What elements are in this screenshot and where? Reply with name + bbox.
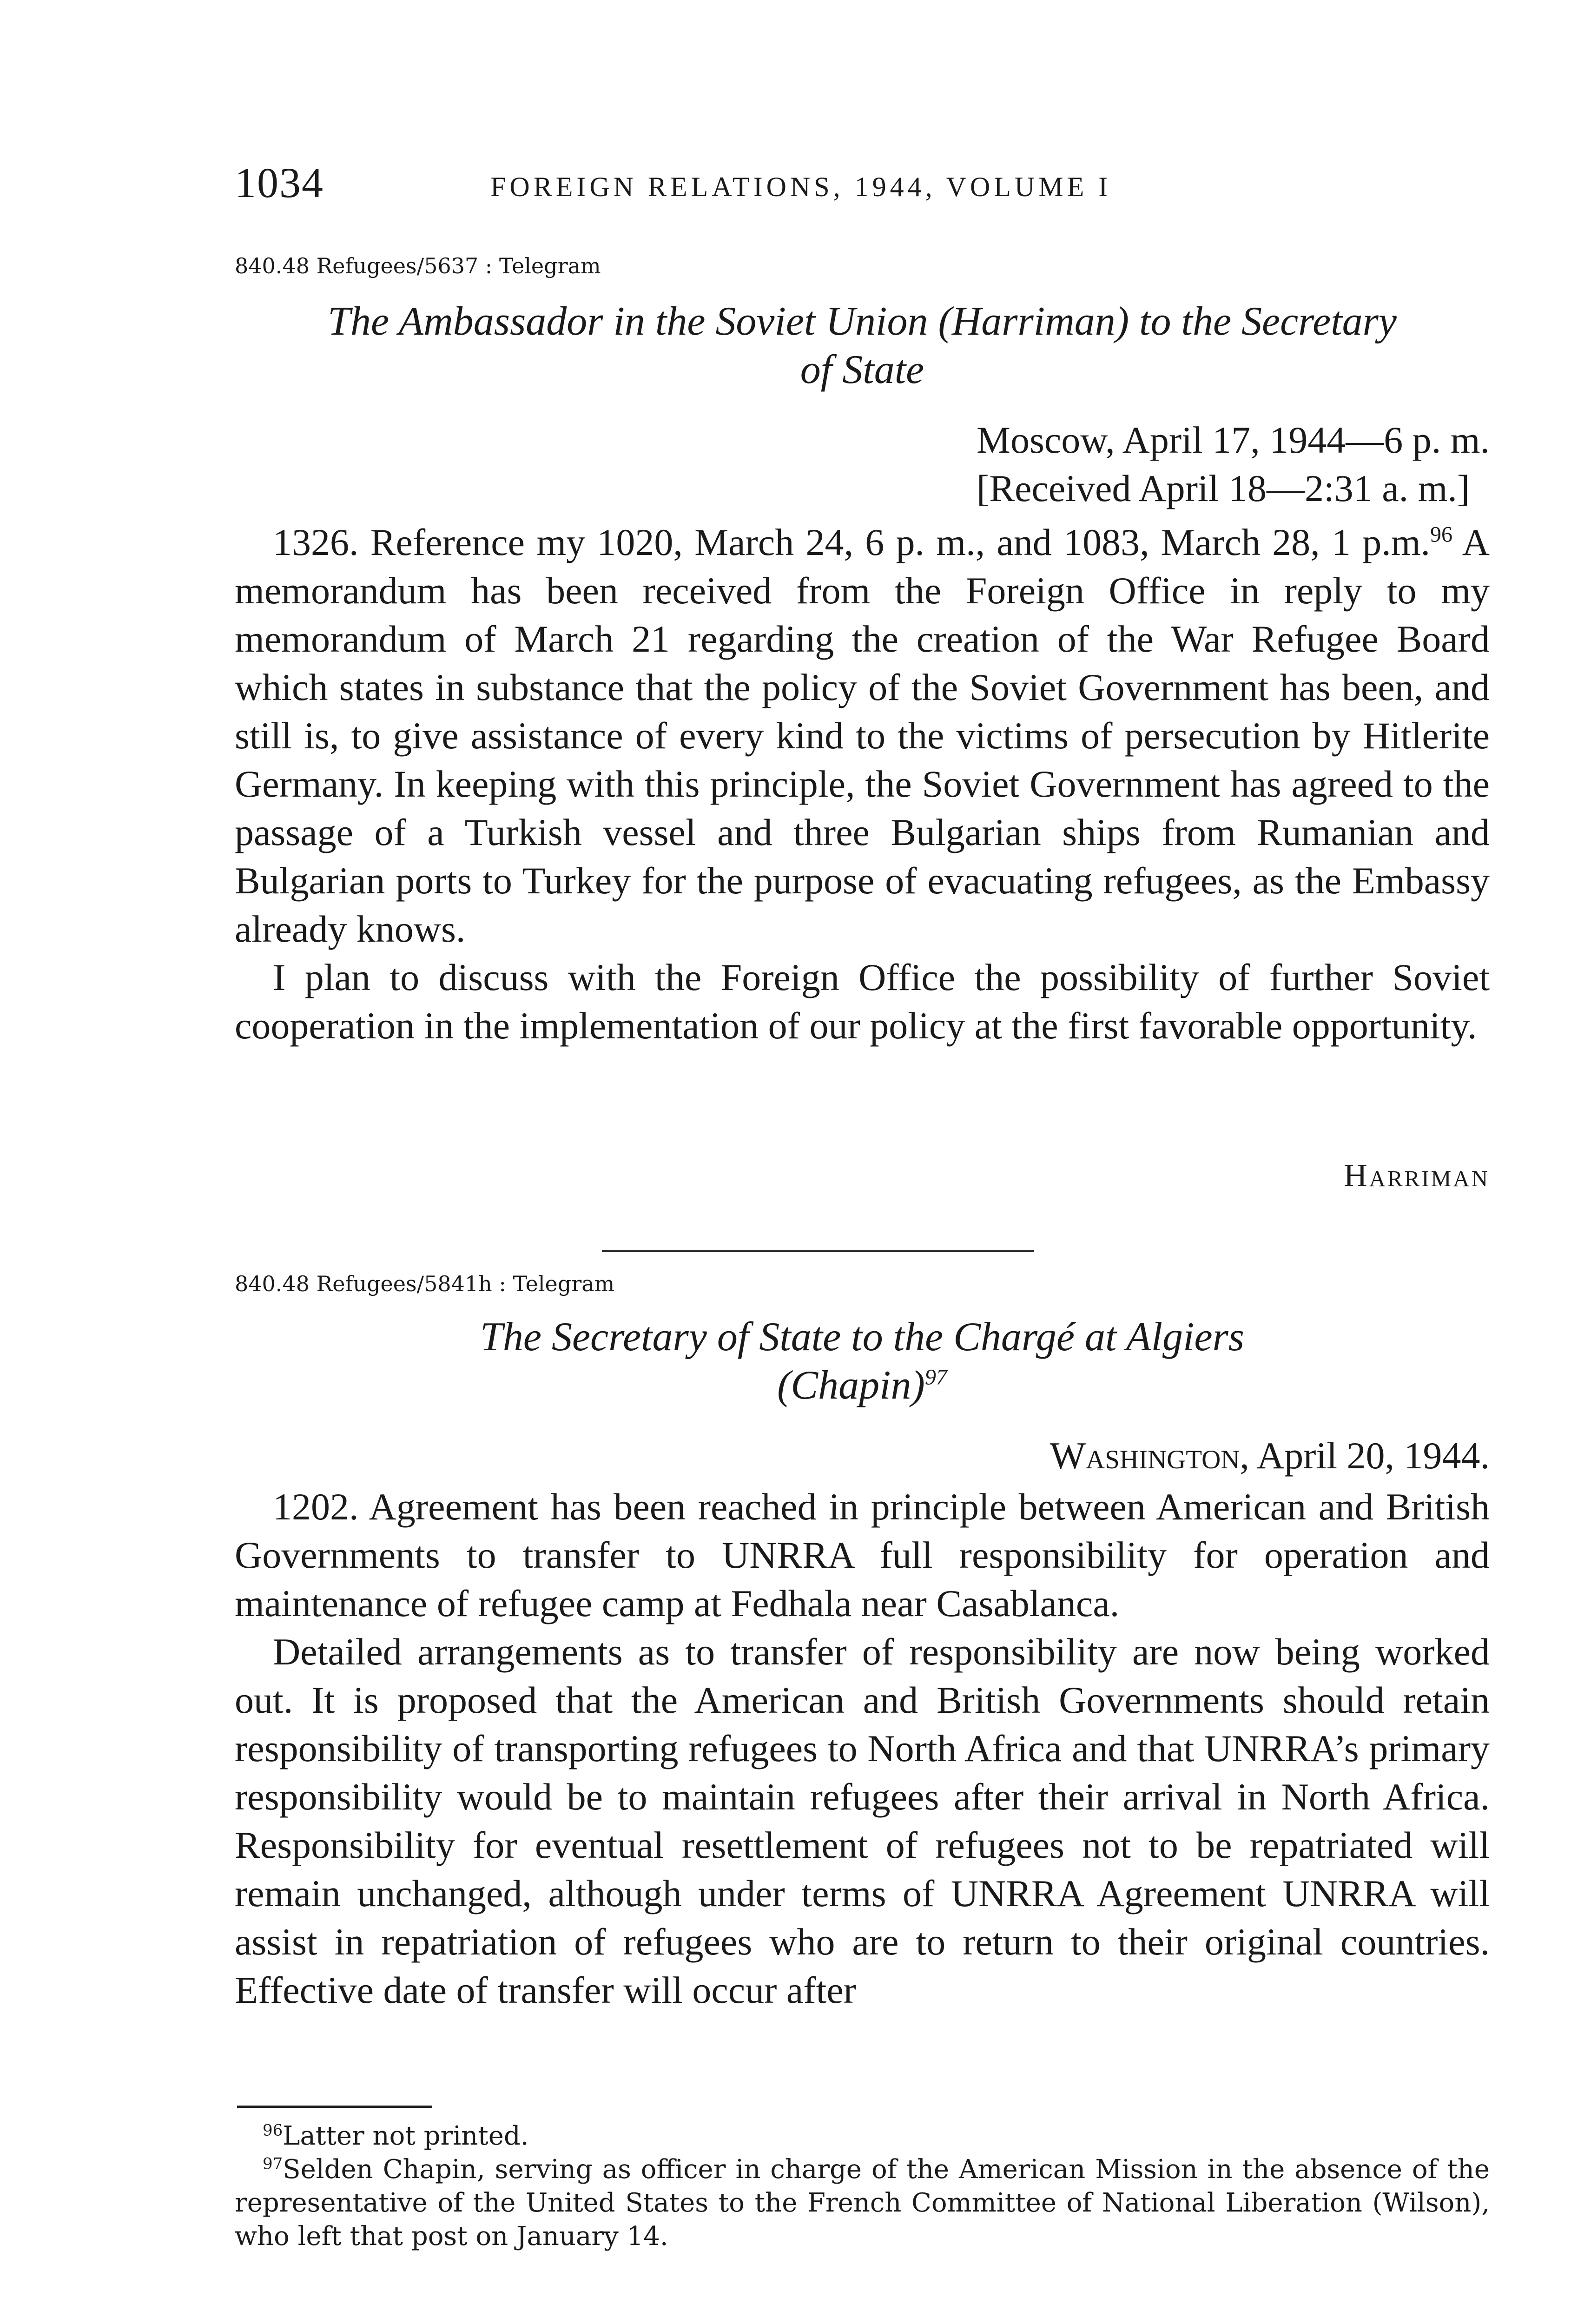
dateline-1-place-date: Moscow, April 17, 1944—6 p. m.: [977, 419, 1490, 461]
page-number: 1034: [235, 159, 324, 206]
document-title-2-line1: The Secretary of State to the Chargé at Algiers: [480, 1314, 1245, 1360]
footnote-96: [235, 2119, 1490, 2153]
document-2-paragraph-2: Detailed arrangements as to transfer of responsibility are now being worked out. It is proposed that the American and British Governments should retain responsibility of transporting refugees to North Africa and that UNRRA’s primary responsibility would be to maintain refugees after their arrival in North Africa. Responsibility for eventual resettlement of refugees not to be repatriated will remain unchanged, although under terms of UNRRA Agreement UNRRA will assist in repatriation of refugees who are to return to their original countries. Effective date of transfer will occur after: [235, 1631, 1490, 2011]
footnote-97: [235, 2153, 1490, 2253]
document-title-1-line1: The Ambassador in the Soviet Union (Harriman) to the Secretary: [328, 299, 1397, 344]
document-separator-rule: [602, 1250, 1034, 1252]
document-1-body: [235, 518, 1490, 1050]
document-title-1-line2: of State: [800, 347, 924, 392]
file-reference-2: 840.48 Refugees/5841h : Telegram: [235, 1271, 615, 1296]
footnote-rule: [237, 2106, 432, 2108]
document-title-2-line2: [235, 1361, 1490, 1410]
footnote-97-text: Selden Chapin, serving as officer in charge of the American Mission in the absence of the representative of the United States to the French Committee of National Liberation (Wilson), who left that post on January 14.: [235, 2154, 1490, 2251]
footnote-ref-96: 96: [1430, 522, 1453, 547]
document-1-paragraph-2: I plan to discuss with the Foreign Office the possibility of further Soviet cooperation in the implementation of our policy at the first favorable opportunity.: [235, 956, 1490, 1047]
dateline-1-received: [Received April 18—2:31 a. m.]: [977, 467, 1470, 509]
footnote-97-mark: 97: [263, 2154, 283, 2173]
paragraph-1-text-a: 1326. Reference my 1020, March 24, 6 p. m., and 1083, March 28, 1 p.m.: [273, 521, 1431, 563]
footnote-ref-97: 97: [924, 1365, 947, 1390]
dateline-2-place: Washington: [1050, 1434, 1240, 1477]
footnotes: [235, 2119, 1490, 2253]
dateline-2: [1050, 1432, 1490, 1480]
document-title-1: [235, 297, 1490, 394]
document-2-body: [235, 1483, 1490, 2014]
footnote-96-mark: 96: [263, 2121, 283, 2140]
document-2-paragraph-1: 1202. Agreement has been reached in principle between American and British Governments to transfer to UNRRA full responsibility for operation and maintenance of refugee camp at Fedhala near Casablanca.: [235, 1486, 1490, 1624]
journal-title: FOREIGN RELATIONS, 1944, VOLUME I: [490, 172, 1112, 202]
signature: Harriman: [1344, 1158, 1490, 1194]
dateline-1: [977, 416, 1490, 513]
running-head: [235, 158, 1490, 223]
dateline-2-date: , April 20, 1944.: [1240, 1434, 1490, 1477]
document-1-paragraph-1: [235, 518, 1490, 953]
document-title-2-name: (Chapin): [777, 1363, 925, 1408]
document-title-2: [235, 1313, 1490, 1410]
file-reference-1: 840.48 Refugees/5637 : Telegram: [235, 253, 601, 278]
footnote-96-text: Latter not printed.: [283, 2121, 529, 2151]
paragraph-1-text-b: A memorandum has been received from the Foreign Office in reply to my memorandum of March 21 regarding the creation of the War Refugee Board which states in substance that the policy of the Soviet Government has been, and still is, to give assistance of every kind to the victims of persecution by Hitlerite Germany. In keeping with this principle, the Soviet Government has agreed to the passage of a Turkish vessel and three Bulgarian ships from Rumanian and Bulgarian ports to Turkey for the purpose of evacuating refugees, as the Embassy already knows.: [235, 521, 1490, 950]
